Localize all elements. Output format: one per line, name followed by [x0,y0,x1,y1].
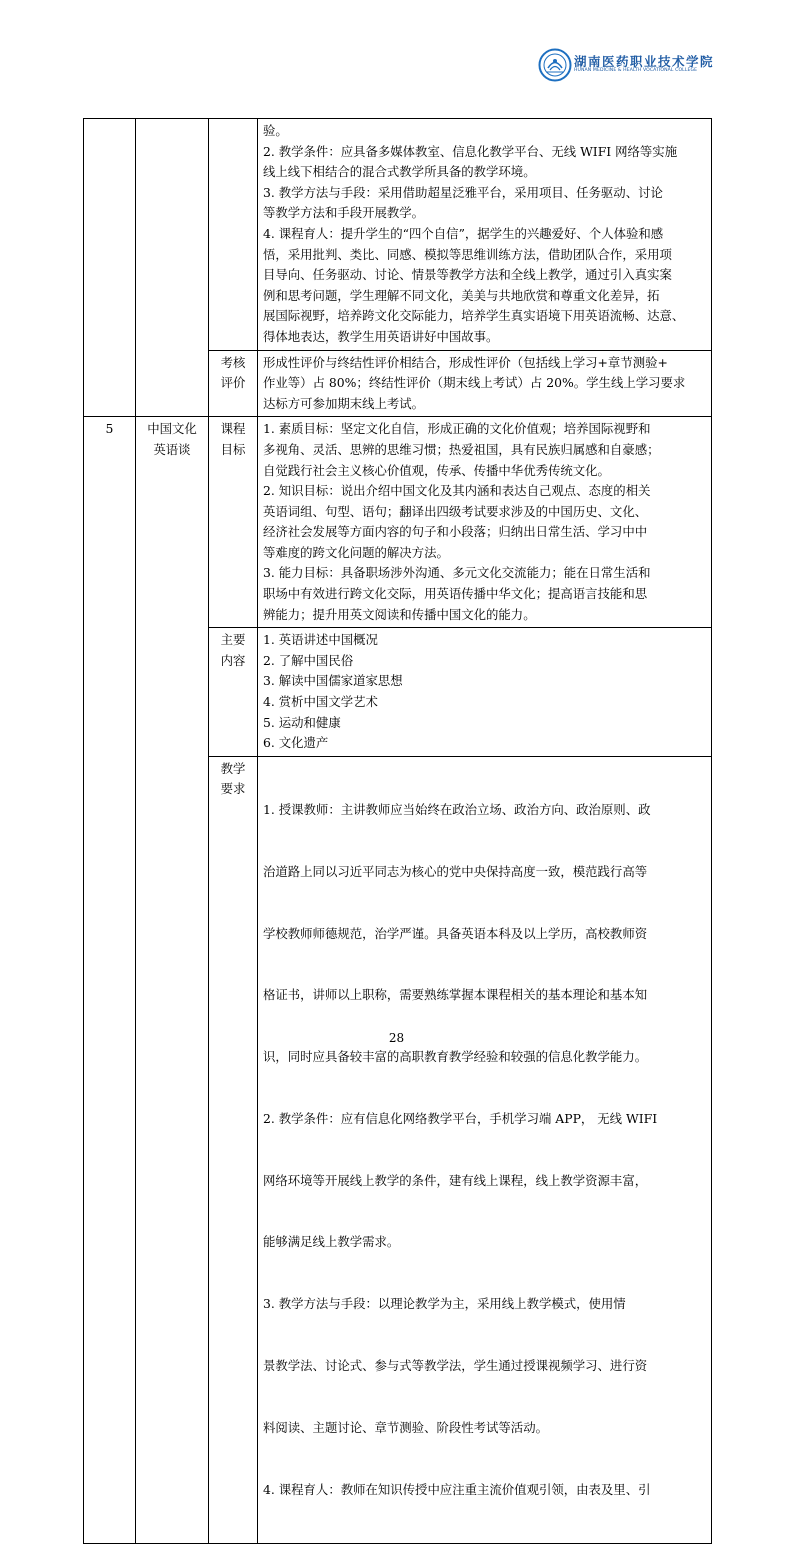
text-line: 英语词组、句型、语句；翻译出四级考试要求涉及的中国历史、文化、 [263,503,648,519]
text-line: 作业等）占 80%；终结性评价（期末线上考试）占 20%。学生线上学习要求 [263,375,686,391]
content-label: 主要 内容 [209,628,258,757]
text-line: 形成性评价与终结性评价相结合，形成性评价（包括线上学习+章节测验+ [263,354,668,370]
text-line: 治道路上同以习近平同志为核心的党中央保持高度一致，模范践行高等 [263,863,648,879]
objectives-label: 课程 目标 [209,417,258,628]
page-number: 28 [388,1031,405,1045]
list-item: 5. 运动和健康 [263,714,341,730]
text-line: 网络环境等开展线上教学的条件，建有线上课程，线上教学资源丰富， [263,1172,648,1188]
text-line: 3. 能力目标：具备职场涉外沟通、多元文化交流能力；能在日常生活和 [263,565,651,581]
text-line: 目导向、任务驱动、讨论、情景等教学方法和全线上教学，通过引入真实案 [263,267,672,283]
text-line: 2. 教学条件：应具备多媒体教室、信息化教学平台、无线 WIFI 网络等实施 [263,143,678,159]
text-line: 辨能力；提升用英文阅读和传播中国文化的能力。 [263,606,536,622]
school-name-en: HUNAN MEDICINE & HEALTH VOCATIONAL COLLEGE [574,68,698,73]
text-line: 学校教师师德规范，治学严谨。具备英语本科及以上学历，高校教师资 [263,925,648,941]
text-line: 2. 知识目标：说出介绍中国文化及其内涵和表达自己观点、态度的相关 [263,483,651,499]
college-emblem-icon [538,48,572,82]
text-line: 4. 课程育人：提升学生的“四个自信”，据学生的兴趣爱好、个人体验和感 [263,225,664,241]
teaching-requirements-continued [258,119,712,351]
text-line: 得体地表达，教学生用英语讲好中国故事。 [263,328,499,344]
text-line: 多视角、灵活、思辨的思维习惯；热爱祖国，具有民族归属感和自豪感； [263,441,660,457]
text-line: 4. 课程育人：教师在知识传授中应注重主流价值观引领，由表及里、引 [263,1481,651,1497]
list-item: 6. 文化遗产 [263,735,329,751]
text-line: 经济社会发展等方面内容的句子和小段落；归纳出日常生活、学习中中 [263,524,648,540]
requirements-content [258,756,712,1544]
text-line: 能够满足线上教学需求。 [263,1234,400,1250]
text-line: 等教学方法和手段开展教学。 [263,205,425,221]
table-row [84,417,712,628]
text-line: 悟，采用批判、类比、同感、模拟等思维训练方法，借助团队合作，采用项 [263,246,672,262]
text-line: 展国际视野，培养跨文化交际能力，培养学生真实语境下用英语流畅、达意、 [263,308,685,324]
seq-cell-empty [84,119,136,417]
text-line: 职场中有效进行跨文化交际，用英语传播中华文化；提高语言技能和思 [263,586,648,602]
course-cell-empty [136,119,209,417]
label-cell-empty [209,119,258,351]
text-line: 料阅读、主题讨论、章节测验、阶段性考试等活动。 [263,1419,548,1435]
text-line: 1. 素质目标：坚定文化自信，形成正确的文化价值观；培养国际视野和 [263,421,651,437]
text-line: 2. 教学条件：应有信息化网络教学平台，手机学习端 APP， 无线 WIFI [263,1110,658,1126]
text-line: 例和思考问题，学生理解不同文化，美美与共地欣赏和尊重文化差异，拓 [263,287,660,303]
course-name: 中国文化 英语谈 [136,417,209,1544]
school-name: 湖南医药职业技术学院 [574,54,715,69]
requirements-label: 教学 要求 [209,756,258,1544]
text-line: 格证书，讲师以上职称，需要熟练掌握本课程相关的基本理论和基本知 [263,987,648,1003]
main-content-list [258,628,712,757]
course-table [83,118,712,1544]
course-seq: 5 [84,417,136,1544]
text-line: 自觉践行社会主义核心价值观，传承、传播中华优秀传统文化。 [263,462,610,478]
text-line: 1. 授课教师：主讲教师应当始终在政治立场、政治方向、政治原则、政 [263,802,651,817]
objectives-content [258,417,712,628]
list-item: 4. 赏析中国文学艺术 [263,694,378,710]
assessment-label: 考核 评价 [209,350,258,417]
text-line: 景教学法、讨论式、参与式等教学法，学生通过授课视频学习、进行资 [263,1358,648,1374]
text-line: 验。 [263,123,288,138]
text-line: 达标方可参加期末线上考试。 [263,395,425,411]
text-line: 线上线下相结合的混合式教学所具备的教学环境。 [263,164,536,180]
list-item: 2. 了解中国民俗 [263,652,354,668]
assessment-content [258,350,712,417]
text-line: 等难度的跨文化问题的解决方法。 [263,544,449,560]
text-line: 3. 教学方法与手段：以理论教学为主，采用线上教学模式，使用情 [263,1296,626,1312]
table-row [84,119,712,351]
text-line: 识，同时应具备较丰富的高职教育教学经验和较强的信息化教学能力。 [263,1049,648,1065]
list-item: 3. 解读中国儒家道家思想 [263,673,403,689]
list-item: 1. 英语讲述中国概况 [263,632,378,648]
text-line: 3. 教学方法与手段：采用借助超星泛雅平台，采用项目、任务驱动、讨论 [263,184,663,200]
